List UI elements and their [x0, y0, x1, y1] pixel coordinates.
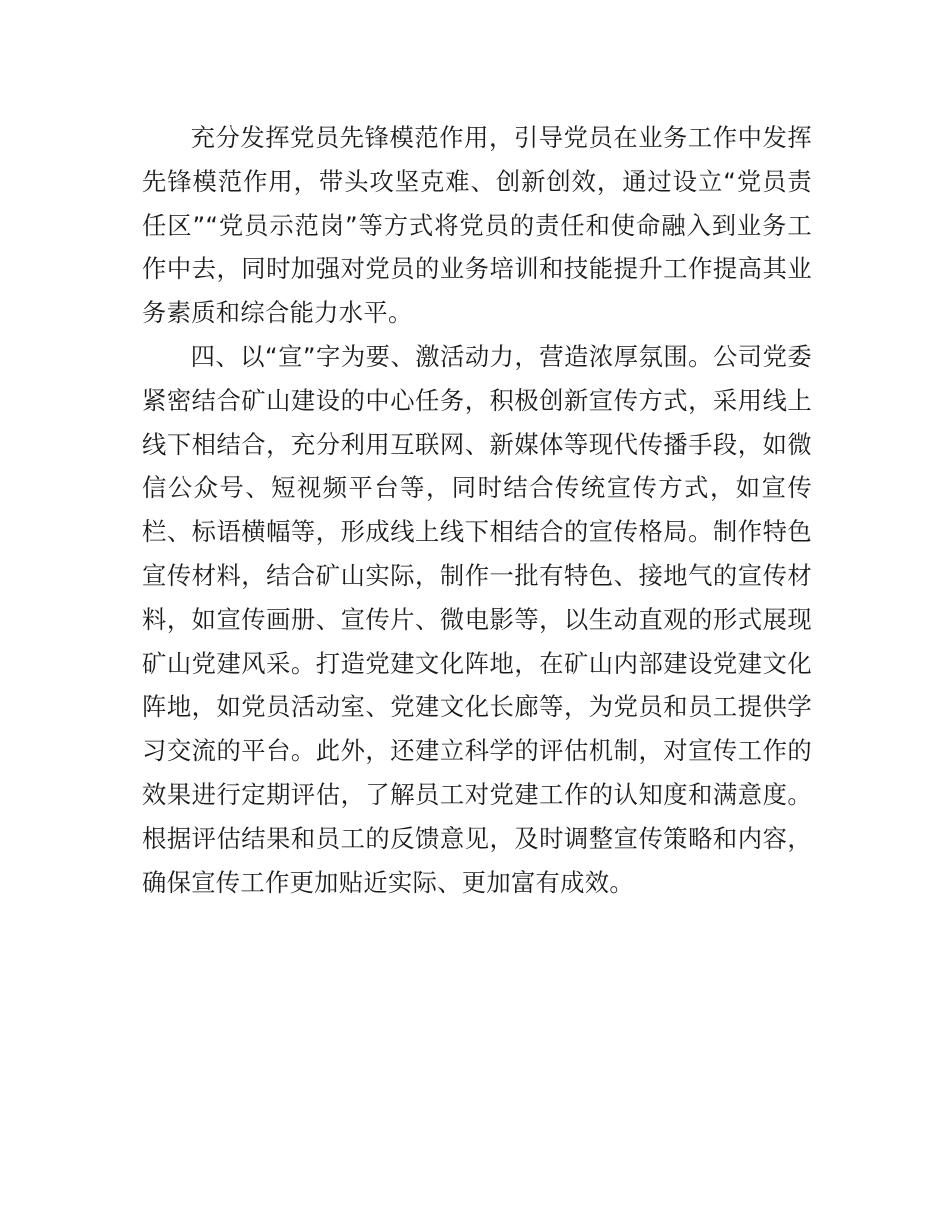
paragraph-party-member-role: 充分发挥党员先锋模范作用，引导党员在业务工作中发挥先锋模范作用，带头攻坚克难、创新创效，通过设立“党员责任区”“党员示范岗”等方式将党员的责任和使命融入到业务工作中去，同时加强对党员的业务培训和技能提升工作提高其业务素质和综合能力水平。 [142, 123, 812, 328]
document-body [142, 116, 812, 904]
paragraph-publicity-section: 四、以“宣”字为要、激活动力，营造浓厚氛围。公司党委紧密结合矿山建设的中心任务，积极创新宣传方式，采用线上线下相结合，充分利用互联网、新媒体等现代传播手段，如微信公众号、短视频平台等，同时结合传统宣传方式，如宣传栏、标语横幅等，形成线上线下相结合的宣传格局。制作特色宣传材料，结合矿山实际，制作一批有特色、接地气的宣传材料，如宣传画册、宣传片、微电影等，以生动直观的形式展现矿山党建风采。打造党建文化阵地，在矿山内部建设党建文化阵地，如党员活动室、党建文化长廊等，为党员和员工提供学习交流的平台。此外，还建立科学的评估机制，对宣传工作的效果进行定期评估，了解员工对党建工作的认知度和满意度。根据评估结果和员工的反馈意见，及时调整宣传策略和内容，确保宣传工作更加贴近实际、更加富有成效。 [142, 341, 812, 897]
